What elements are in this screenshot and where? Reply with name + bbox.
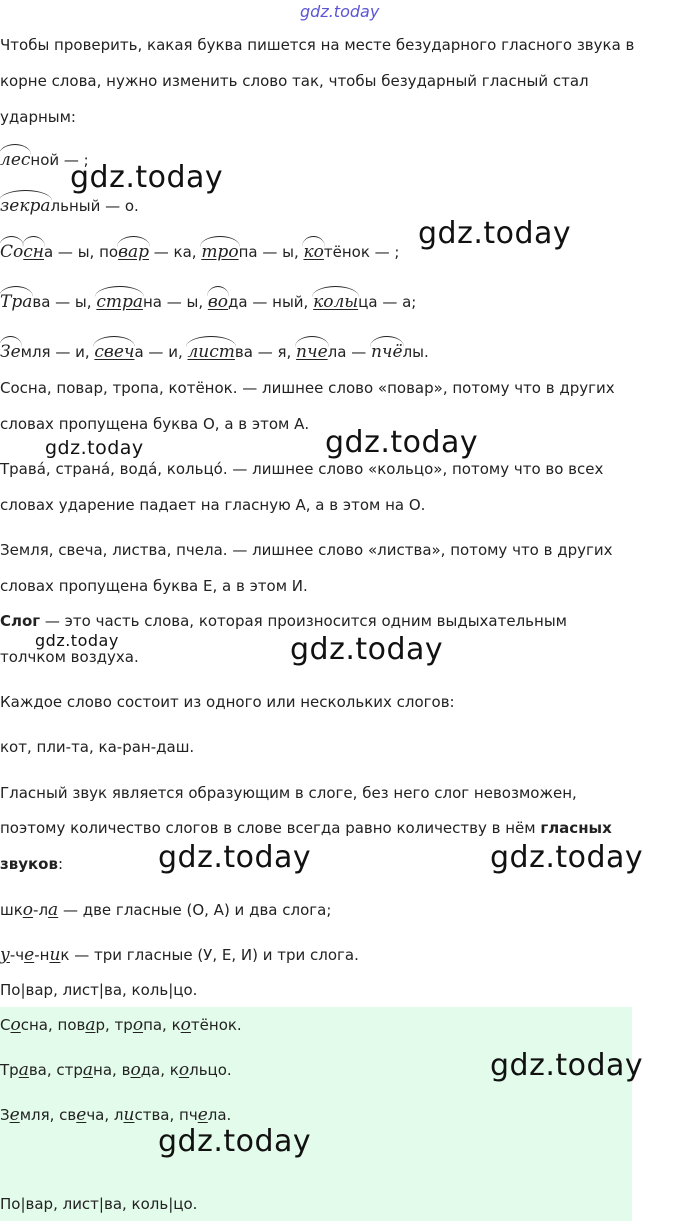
answer-box-line-2 [0,1060,232,1080]
text: да, к [140,1061,179,1079]
syllable-text-2: кот, пли-та, ка-ран-даш. [0,738,195,756]
text: : [57,855,64,873]
watermark: gdz.today [158,1124,312,1159]
text: С [0,1016,11,1034]
hw-word: Со [0,242,24,262]
syllable-definition [0,612,567,630]
hw-word: колы [313,292,359,312]
hw-text: мля — и, [20,343,95,361]
vowel: а [85,1015,96,1035]
definition-text: — это часть слова, которая произносится одним выдыхательным [40,612,567,630]
text: поэтому количество слогов в слове всегда равно количеству в нём [0,819,541,837]
answer-line-4: словах ударение падает на гласную А, а в этом на О. [0,496,426,514]
hw-text: ва — я, [234,343,297,361]
text: тёнок. [190,1016,242,1034]
text: шк [0,901,23,919]
text: — две гласные (О, А) и два слога; [58,901,332,919]
vowel: а [18,1060,29,1080]
vowel: е [76,1105,87,1125]
hw-text: тёнок — ; [323,243,400,261]
hw-text: а — ы, по [43,243,119,261]
site-logo[interactable]: gdz.today [300,2,380,21]
text: сна, пов [20,1016,86,1034]
rule-line-1: Чтобы проверить, какая буква пишется на месте безударного гласного звука в [0,36,635,54]
hw-word: Зе [0,342,21,362]
hw-word: сн [23,242,44,262]
hw-text: ла — [327,343,371,361]
vowel: и [49,945,61,965]
example-pupil [0,945,359,965]
vowel: у [0,945,10,965]
hw-text: ца — а; [358,293,417,311]
text: ла. [207,1106,232,1124]
bold-vowels: гласных [540,819,612,837]
hw-word: пче [296,342,328,362]
text: ча, л [86,1106,124,1124]
vowel: е [24,945,35,965]
answer-line-3: Трава́, страна́, вода́, кольцо́. — лишнее слово «кольцо», потому что во всех [0,460,604,478]
vowel: о [10,1015,21,1035]
text: -ч [9,946,25,964]
vowel: о [178,1060,190,1080]
hw-root: зекра [0,196,51,216]
rule-line-3: ударным: [0,108,76,126]
watermark: gdz.today [490,840,644,875]
hw-line-5 [0,342,429,362]
vowel: и [123,1105,135,1125]
watermark: gdz.today [70,160,224,195]
hw-line-4 [0,292,416,312]
hw-word: ко [303,242,324,262]
hw-text: да — ный, [228,293,314,311]
syllable-text-1: Каждое слово состоит из одного или нескольких слогов: [0,693,455,711]
watermark: gdz.today [325,425,479,460]
watermark: gdz.today [45,437,144,459]
vowel: е [9,1105,20,1125]
syllable-division: По|вар, лист|ва, коль|цо. [0,981,198,999]
hw-line-2 [0,196,139,216]
watermark: gdz.today [490,1048,644,1083]
hw-word: стра [96,292,143,312]
watermark: gdz.today [158,840,312,875]
text: — три гласные (У, Е, И) и три слога. [69,946,359,964]
vowel: о [22,900,34,920]
hw-text: а — и, [134,343,188,361]
text: Тр [0,1061,19,1079]
text: р, тр [95,1016,133,1034]
vowel: о [132,1015,144,1035]
hw-word: свеч [94,342,135,362]
hw-rest: ной — ; [30,151,89,169]
hw-word: во [207,292,229,312]
answer-line-1: Сосна, повар, тропа, котёнок. — лишнее слово «повар», потому что в других [0,379,615,397]
answer-box-line-4: По|вар, лист|ва, коль|цо. [0,1195,198,1213]
vowel: е [197,1105,208,1125]
hw-text: — ка, [148,243,202,261]
text: -л [33,901,49,919]
hw-text: на — ы, [142,293,208,311]
watermark: gdz.today [290,632,444,667]
syllable-text-4 [0,819,612,837]
hw-line-3 [0,242,399,262]
syllable-definition-cont: толчком воздуха. [0,648,139,666]
syllable-text-3: Гласный звук является образующим в слоге, без него слог невозможен, [0,784,577,802]
answer-line-2: словах пропущена буква О, а в этом А. [0,415,310,433]
text: на, в [93,1061,131,1079]
hw-word: лист [187,342,235,362]
hw-word: Тра [0,292,33,312]
hw-text: па — ы, [238,243,304,261]
rule-line-2: корне слова, нужно изменить слово так, чтобы безударный гласный стал [0,72,589,90]
hw-text: ва — ы, [32,293,97,311]
text: па, к [143,1016,181,1034]
watermark: gdz.today [35,631,119,650]
answer-line-5: Земля, свеча, листва, пчела. — лишнее слово «листва», потому что в других [0,541,613,559]
example-school [0,900,331,920]
vowel: о [180,1015,191,1035]
term-syllable: Слог [0,612,41,630]
text: З [0,1106,10,1124]
answer-line-6: словах пропущена буква Е, а в этом И. [0,577,308,595]
vowel: а [48,900,59,920]
hw-rest: льный — о. [50,197,139,215]
answer-box-line-1 [0,1015,242,1035]
bold-sounds: звуков [0,855,58,873]
text: к [60,946,70,964]
watermark: gdz.today [418,216,572,251]
hw-text: лы. [402,343,429,361]
syllable-text-5 [0,855,63,873]
text: мля, св [19,1106,77,1124]
text: ства, пч [134,1106,198,1124]
vowel: о [130,1060,141,1080]
answer-box-line-3 [0,1105,231,1125]
hw-word: вар [118,242,149,262]
text: льцо. [189,1061,232,1079]
text: ва, стр [28,1061,83,1079]
vowel: а [82,1060,94,1080]
hw-word: пчё [370,342,403,362]
hw-word: тро [201,242,239,262]
text: -н [34,946,50,964]
hw-root: лес [0,150,31,170]
